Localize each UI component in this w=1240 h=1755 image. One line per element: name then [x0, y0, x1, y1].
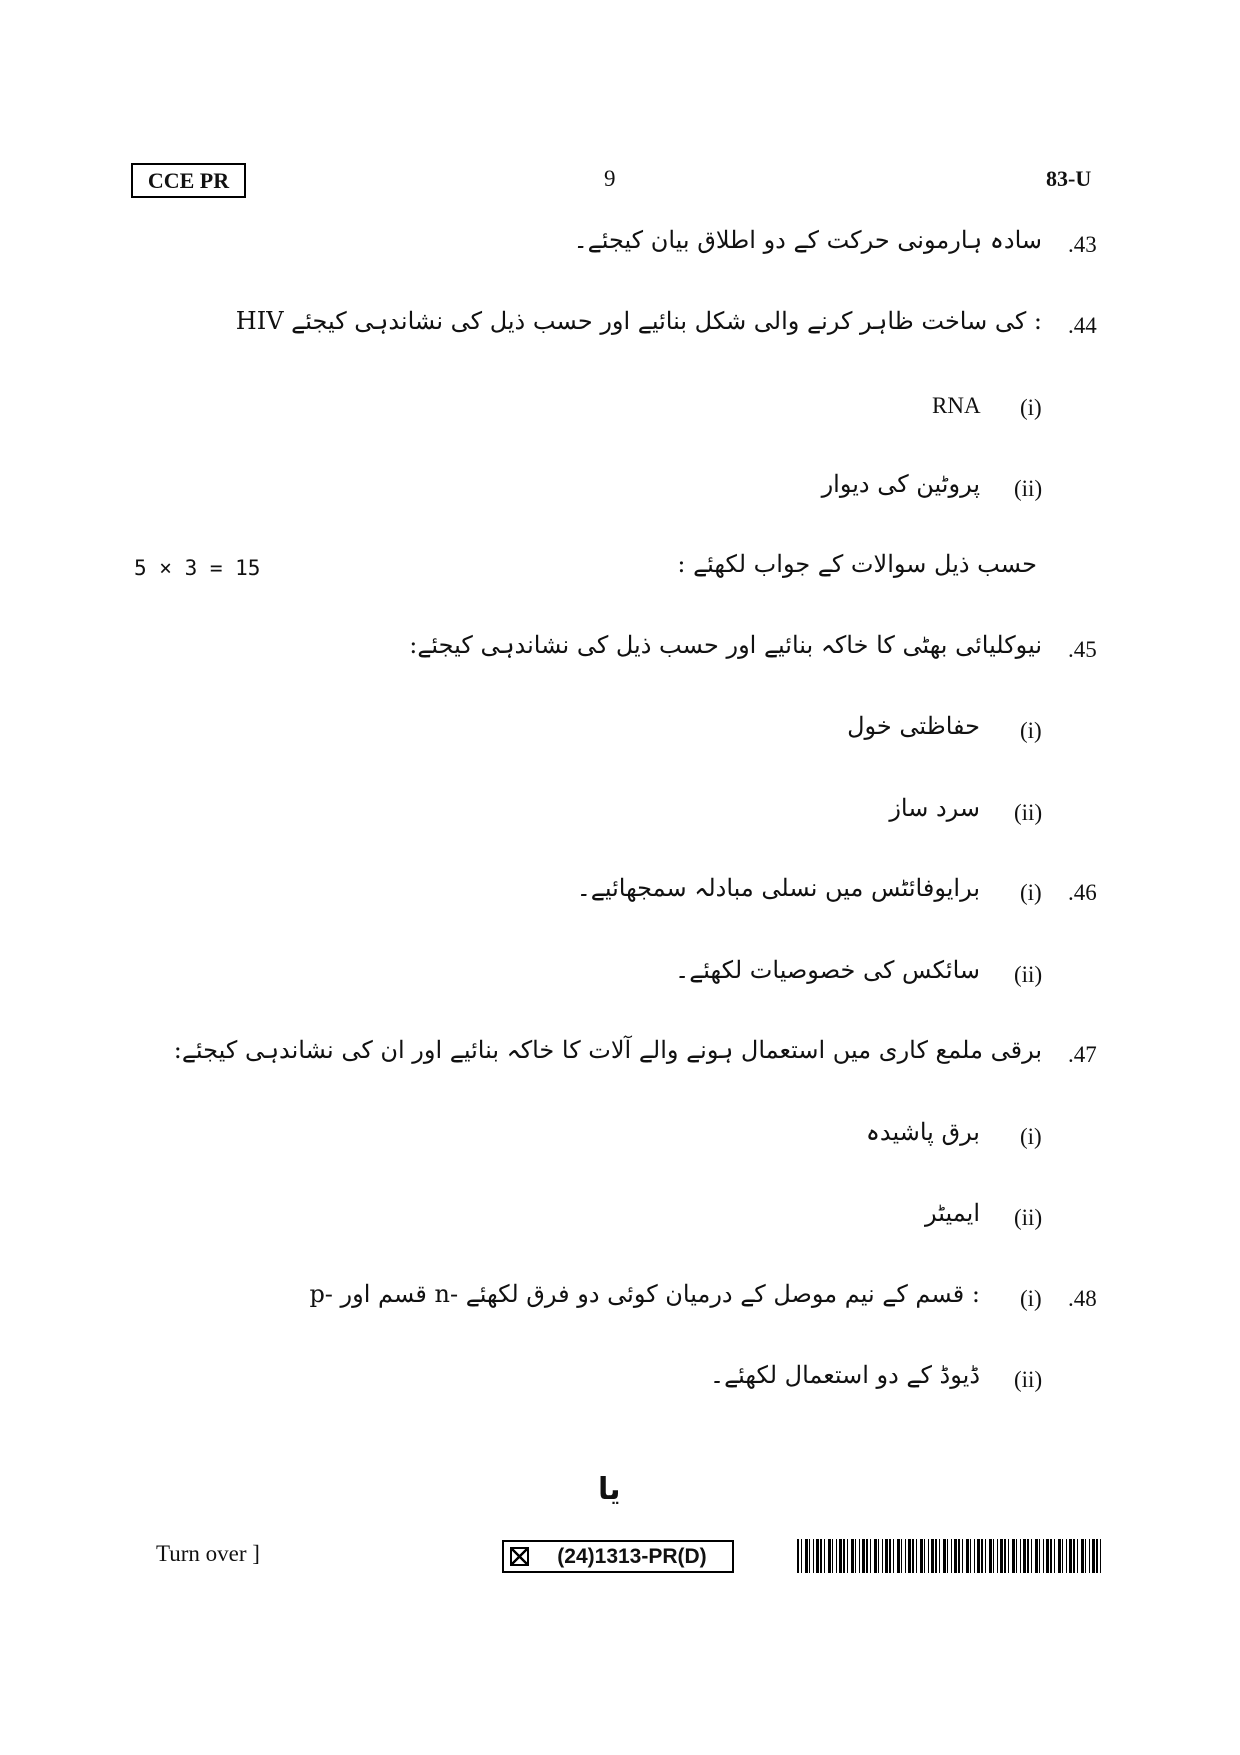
q45-part-ii-text: سرد ساز — [889, 794, 980, 822]
footer-code: (24)1313-PR(D) — [557, 1545, 707, 1568]
q44-part-ii-text: پروٹین کی دیوار — [821, 470, 980, 498]
section-instruction: حسب ذیل سوالات کے جواب لکھئے : — [677, 550, 1037, 578]
question-number-43: .43 — [1068, 232, 1097, 257]
question-number-44: .44 — [1068, 313, 1097, 338]
footer-code-box — [502, 1540, 734, 1573]
q46-part-i-text: برایوفائٹس میں نسلی مبادلہ سمجھائیے۔ — [576, 874, 980, 902]
question-number-46: .46 — [1068, 880, 1097, 905]
q46-part-i-label: (i) — [1020, 880, 1042, 905]
marks-note: 5 × 3 = 15 — [134, 556, 261, 580]
q48-part-i-text: p- قسم اور n- قسم کے نیم موصل کے درمیان کوئی دو فرق لکھئے : — [309, 1280, 980, 1308]
q47-part-ii-text: ایمیٹر — [925, 1199, 980, 1227]
page-number: 9 — [604, 166, 616, 191]
q46-part-ii-label: (ii) — [1014, 962, 1043, 987]
q48-part-ii-text: ڈیوڈ کے دو استعمال لکھئے۔ — [710, 1361, 980, 1389]
question-number-45: .45 — [1068, 637, 1097, 662]
or-separator: یا — [598, 1472, 621, 1507]
question-44-text: HIV کی ساخت ظاہر کرنے والی شکل بنائیے اور حسب ذیل کی نشاندہی کیجئے : — [235, 307, 1042, 335]
q47-part-ii-label: (ii) — [1014, 1205, 1043, 1230]
q44-part-i-label: (i) — [1020, 395, 1042, 420]
q44-part-ii-label: (ii) — [1014, 476, 1043, 501]
q48-part-i-label: (i) — [1020, 1286, 1042, 1311]
q47-part-i-text: برق پاشیدہ — [865, 1118, 980, 1146]
q45-part-i-label: (i) — [1020, 718, 1042, 743]
q45-part-ii-label: (ii) — [1014, 800, 1043, 825]
cross-box-icon — [510, 1547, 529, 1566]
q48-part-ii-label: (ii) — [1014, 1367, 1043, 1392]
header-box-cce-pr: CCE PR — [131, 163, 246, 198]
q47-part-i-label: (i) — [1020, 1124, 1042, 1149]
q44-part-i-text: RNA — [932, 393, 981, 418]
question-47-text: برقی ملمع کاری میں استعمال ہونے والے آلات کا خاکہ بنائیے اور ان کی نشاندہی کیجئے: — [173, 1036, 1042, 1064]
paper-code: 83-U — [1046, 166, 1092, 191]
turn-over-note: Turn over ] — [156, 1541, 260, 1566]
q45-part-i-text: حفاظتی خول — [847, 712, 980, 740]
q46-part-ii-text: سائکس کی خصوصیات لکھئے۔ — [675, 956, 980, 984]
question-43-text: سادہ ہارمونی حرکت کے دو اطلاق بیان کیجئے۔ — [573, 226, 1042, 254]
question-number-48: .48 — [1068, 1286, 1097, 1311]
question-number-47: .47 — [1068, 1042, 1097, 1067]
barcode — [797, 1539, 1103, 1573]
question-45-text: نیوکلیائی بھٹی کا خاکہ بنائیے اور حسب ذیل کی نشاندہی کیجئے: — [409, 631, 1042, 659]
